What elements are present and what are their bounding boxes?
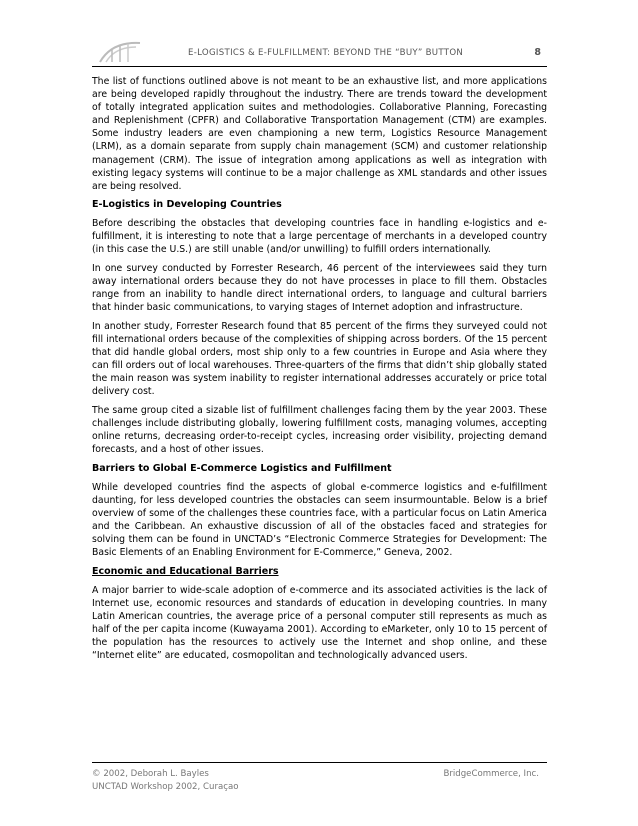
header-title: E-LOGISTICS & E-FULFILLMENT: BEYOND THE “BUY” BUTTON	[188, 48, 464, 58]
paragraph: In another study, Forrester Research found that 85 percent of the firms they surveyed could not fill international orders because of the complexities of shipping across borders. Of the 15 percent that did handle global orders, most ship only to a few countries in Europe and Asia where they can fill orders out of local warehouses. Three-quarters of the firms that didn’t ship globally stated the main reason was system inability to register international addresses accurately or price total delivery cost.	[92, 320, 547, 398]
swoosh-logo-icon	[98, 40, 142, 64]
paragraph: While developed countries find the aspects of global e-commerce logistics and e-fulfillment daunting, for less developed countries the obstacles can seem insurmountable. Below is a brief overview of some of the challenges these countries face, with a particular focus on Latin America and the Caribbean. An exhaustive discussion of all of the obstacles faced and strategies for solving them can be found in UNCTAD’s “Electronic Commerce Strategies for Development: The Basic Elements of an Enabling Environment for E-Commerce,” Geneva, 2002.	[92, 481, 547, 559]
footer-company: BridgeCommerce, Inc.	[443, 769, 539, 779]
page-header	[92, 36, 547, 66]
footer-divider	[92, 762, 547, 763]
paragraph: In one survey conducted by Forrester Research, 46 percent of the interviewees said they turn away international orders because they do not have processes in place to fill them. Obstacles range from an inability to handle direct international orders, to language and cultural barriers that hinder basic communications, to varying stages of Internet adoption and infrastructure.	[92, 263, 547, 314]
paragraph: The same group cited a sizable list of fulfillment challenges facing them by the year 2003. These challenges include distributing globally, lowering fulfillment costs, managing volumes, accepting online returns, decreasing order-to-receipt cycles, increasing order visibility, projecting demand forecasts, and a host of other issues.	[92, 405, 547, 456]
intro-paragraph: The list of functions outlined above is not meant to be an exhaustive list, and more applications are being developed rapidly throughout the industry. There are trends toward the development of totally integrated application suites and methodologies. Collaborative Planning, Forecasting and Replenishment (CPFR) and Collaborative Transportation Management (CTM) are examples. Some industry leaders are even championing a new term, Logistics Resource Management (LRM), as a domain separate from supply chain management (SCM) and customer relationship management (CRM). The issue of integration among applications as well as integration with existing legacy systems will continue to be a major challenge as XML standards and other issues are being resolved.	[92, 76, 547, 192]
paragraph: A major barrier to wide-scale adoption of e-commerce and its associated activities is the lack of Internet use, economic resources and standards of education in developing countries. In many Latin American countries, the average price of a personal computer still represents as much as half of the per capita income (Kuwayama 2001). According to eMarketer, only 10 to 15 percent of the population has the resources to actively use the Internet and shop online, and these “Internet elite” are educated, cosmopolitan and technologically advanced users.	[92, 584, 547, 662]
section-heading-barriers: Barriers to Global E-Commerce Logistics and Fulfillment	[92, 463, 392, 475]
page-footer	[92, 768, 547, 794]
header-divider	[92, 66, 547, 67]
section-heading-economic: Economic and Educational Barriers	[92, 565, 279, 577]
paragraph: Before describing the obstacles that developing countries face in handling e-logistics and e-fulfillment, it is interesting to note that a large percentage of merchants in a developed country (in this case the U.S.) are still unable (and/or unwilling) to fulfill orders internationally.	[92, 218, 547, 256]
main-content	[92, 75, 547, 668]
footer-copyright: © 2002, Deborah L. Bayles	[92, 769, 209, 779]
footer-workshop: UNCTAD Workshop 2002, Curaçao	[92, 782, 239, 792]
section-heading-elogistics: E-Logistics in Developing Countries	[92, 199, 282, 211]
page-number: 8	[534, 47, 541, 58]
